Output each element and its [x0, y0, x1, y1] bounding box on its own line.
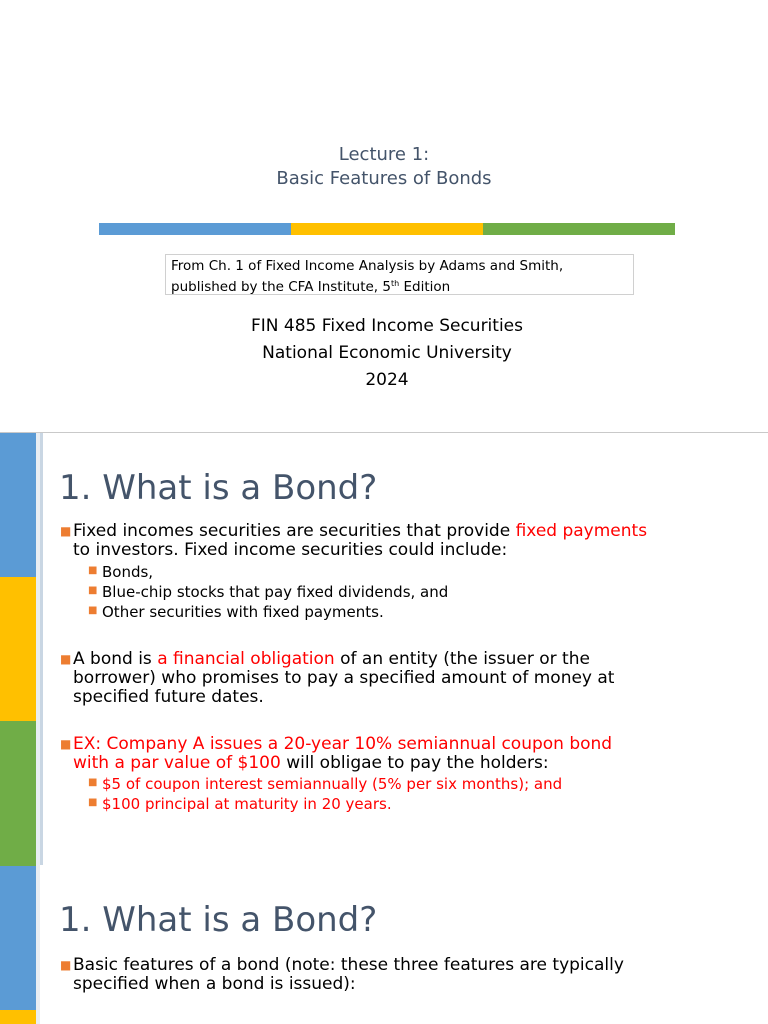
- divider-segment-yellow: [291, 223, 483, 235]
- bullet-text-part: specified future dates.: [73, 687, 264, 707]
- course-name: FIN 485 Fixed Income Securities: [251, 316, 523, 336]
- bullet-marker: ■: [60, 524, 72, 538]
- sub-bullet-text: Blue-chip stocks that pay fixed dividends, and: [102, 583, 449, 601]
- bullet-marker: ■: [60, 958, 72, 972]
- bullet-text-part: borrower) who promises to pay a specified amount of money at: [73, 668, 615, 688]
- bullet-basic-features: [58, 956, 748, 994]
- course-year: 2024: [365, 370, 409, 390]
- source-citation-box: [165, 254, 634, 295]
- sub-bullet-marker: ■: [88, 605, 98, 616]
- source-line-1: From Ch. 1 of Fixed Income Analysis by Adams and Smith,: [171, 258, 564, 274]
- bullet-text: [73, 650, 748, 707]
- sub-bullet-text: $5 of coupon interest semiannually (5% per six months); and: [102, 775, 563, 793]
- bullet-text-part: specified when a bond is issued):: [73, 974, 356, 994]
- title-slide: [0, 0, 768, 432]
- lecture-number: Lecture 1:: [338, 144, 430, 165]
- accent-strip-green: [0, 721, 36, 866]
- source-line-2-text: published by the CFA Institute, 5: [171, 279, 391, 295]
- tricolor-divider-bar: [99, 223, 675, 235]
- edition-superscript: th: [390, 279, 400, 288]
- divider-segment-green: [483, 223, 675, 235]
- university-name: National Economic University: [262, 343, 512, 363]
- bullet-text-part: of an entity (the issuer or the: [334, 649, 590, 669]
- bullet-text-part: A bond is: [73, 649, 158, 669]
- sub-bullet-marker: ■: [88, 565, 98, 576]
- slide3-heading: 1. What is a Bond?: [59, 900, 378, 940]
- slide-separator: [0, 432, 768, 433]
- bullet-example: [58, 735, 748, 773]
- source-line-2: [171, 275, 628, 296]
- bullet-marker: ■: [60, 652, 72, 666]
- source-line-2-edition: Edition: [399, 279, 451, 295]
- bullet-bond-definition: [58, 650, 748, 707]
- accent-strip-blue-2: [0, 866, 36, 1010]
- sub-bullet-text: $100 principal at maturity in 20 years.: [102, 795, 392, 813]
- lecture-title: Basic Features of Bonds: [276, 168, 492, 189]
- sub-bullet-marker: ■: [88, 777, 98, 788]
- bullet-text-part: to investors. Fixed income securities could include:: [73, 540, 508, 560]
- bullet-text: [73, 735, 748, 773]
- sub-bullet-bonds: [87, 562, 153, 582]
- bullet-text-part: will obligae to pay the holders:: [280, 753, 549, 773]
- sub-bullet-coupon: [87, 774, 562, 794]
- accent-strip-edge: [40, 433, 43, 865]
- accent-strip-yellow-2: [0, 1010, 36, 1024]
- accent-strip-blue-1: [0, 433, 36, 577]
- highlight-fixed-payments: fixed payments: [515, 521, 648, 541]
- bullet-fixed-income: [58, 522, 748, 560]
- slide2-heading: 1. What is a Bond?: [59, 468, 378, 508]
- example-text-red: EX: Company A issues a 20-year 10% semiannual coupon bond: [73, 734, 613, 754]
- bullet-text: [73, 522, 748, 560]
- sub-bullet-principal: [87, 794, 392, 814]
- bullet-text-part: Basic features of a bond (note: these three features are typically: [73, 955, 624, 975]
- divider-segment-blue: [99, 223, 291, 235]
- bullet-text: [73, 956, 748, 994]
- bullet-marker: ■: [60, 737, 72, 751]
- sub-bullet-marker: ■: [88, 585, 98, 596]
- accent-strip-yellow-1: [0, 577, 36, 721]
- sub-bullet-text: Bonds,: [102, 563, 154, 581]
- highlight-financial-obligation: a financial obligation: [157, 649, 335, 669]
- sub-bullet-other: [87, 602, 384, 622]
- sub-bullet-marker: ■: [88, 797, 98, 808]
- sub-bullet-bluechip: [87, 582, 448, 602]
- example-text-red: with a par value of $100: [73, 753, 281, 773]
- bullet-text-part: Fixed incomes securities are securities that provide: [73, 521, 516, 541]
- sub-bullet-text: Other securities with fixed payments.: [102, 603, 384, 621]
